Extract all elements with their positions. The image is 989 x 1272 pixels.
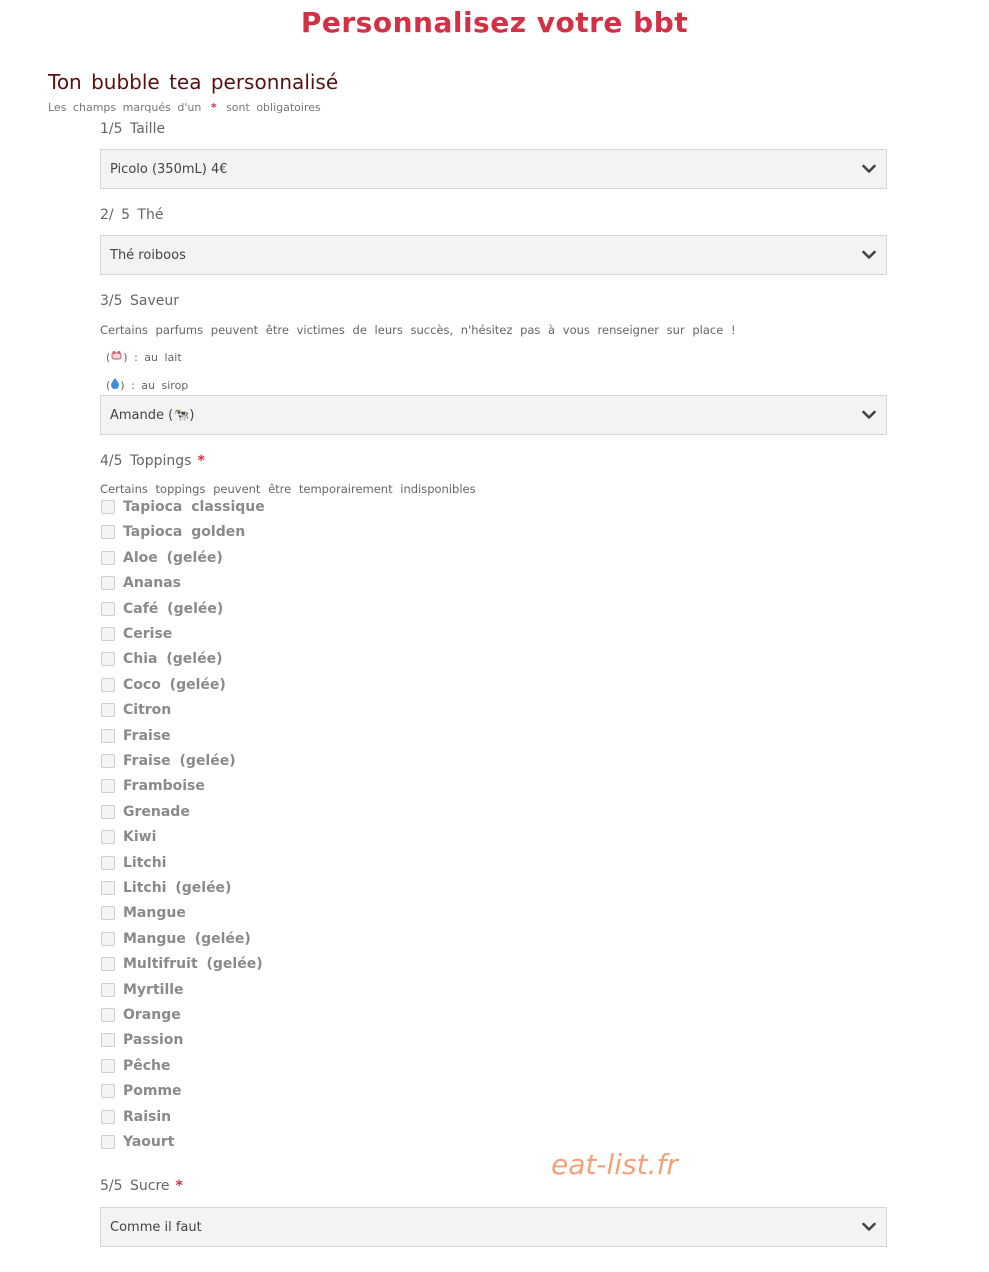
watermark: eat-list.fr (551, 1148, 678, 1181)
topping-checkbox[interactable] (101, 1084, 115, 1098)
topping-option[interactable] (101, 573, 181, 593)
topping-label: Multifruit (gelée) (123, 956, 263, 973)
topping-checkbox[interactable] (101, 500, 115, 514)
chevron-down-icon (862, 248, 876, 262)
topping-option[interactable] (101, 776, 205, 796)
topping-label: Aloe (gelée) (123, 549, 223, 566)
topping-label: Chia (gelée) (123, 651, 223, 668)
topping-option[interactable] (101, 1056, 171, 1076)
topping-option[interactable] (101, 522, 245, 542)
topping-checkbox[interactable] (101, 932, 115, 946)
required-note-after: sont obligatoires (226, 101, 321, 114)
sugar-label-text: 5/5 Sucre (100, 1178, 170, 1194)
topping-option[interactable] (101, 751, 236, 771)
topping-label: Fraise (gelée) (123, 753, 236, 769)
size-select-value: Picolo (350mL) 4€ (110, 161, 228, 177)
flavor-select[interactable] (100, 395, 887, 435)
topping-option[interactable] (101, 599, 223, 619)
topping-checkbox[interactable] (101, 856, 115, 870)
topping-checkbox[interactable] (101, 1059, 115, 1073)
topping-option[interactable] (101, 827, 156, 847)
topping-checkbox[interactable] (101, 1008, 115, 1022)
topping-label: Mangue (123, 905, 186, 922)
topping-checkbox[interactable] (101, 551, 115, 565)
required-note-before: Les champs marqués d'un (48, 101, 202, 114)
topping-label: Myrtille (123, 981, 184, 998)
topping-checkbox[interactable] (101, 1135, 115, 1149)
topping-label: Framboise (123, 778, 205, 795)
topping-option[interactable] (101, 980, 184, 1000)
topping-label: Coco (gelée) (123, 676, 226, 693)
size-label: 1/5 Taille (100, 121, 166, 137)
cow-icon (110, 351, 123, 364)
topping-option[interactable] (101, 548, 223, 568)
form-title: Ton bubble tea personnalisé (48, 70, 339, 94)
topping-label: Yaourt (123, 1134, 175, 1150)
tea-select-value: Thé roiboos (110, 247, 186, 263)
topping-label: Tapioca classique (123, 499, 265, 515)
topping-checkbox[interactable] (101, 983, 115, 997)
required-note (48, 101, 321, 114)
topping-checkbox[interactable] (101, 652, 115, 666)
topping-label: Pêche (123, 1057, 171, 1074)
topping-label: Kiwi (123, 829, 157, 846)
legend-syrup-text: : au sirop (131, 379, 189, 392)
topping-label: Citron (123, 702, 172, 719)
topping-label: Raisin (123, 1108, 172, 1125)
topping-option[interactable] (101, 649, 222, 669)
topping-checkbox[interactable] (101, 678, 115, 692)
topping-label: Litchi (gelée) (123, 880, 232, 896)
topping-label: Orange (123, 1007, 181, 1023)
topping-label: Litchi (123, 854, 167, 871)
topping-checkbox[interactable] (101, 729, 115, 743)
topping-checkbox[interactable] (101, 881, 115, 895)
topping-checkbox[interactable] (101, 576, 115, 590)
tea-label: 2/ 5 Thé (100, 207, 164, 223)
legend-milk: ( ) : au lait (106, 351, 182, 364)
legend-syrup: ( ) : au sirop (106, 379, 189, 392)
topping-option[interactable] (101, 1107, 171, 1127)
topping-option[interactable] (101, 726, 171, 746)
topping-label: Ananas (123, 575, 181, 592)
topping-option[interactable] (101, 929, 251, 949)
flavor-label: 3/5 Saveur (100, 293, 179, 309)
tea-select[interactable] (100, 235, 887, 275)
topping-checkbox[interactable] (101, 703, 115, 717)
size-select[interactable] (100, 149, 887, 189)
topping-label: Fraise (123, 727, 171, 744)
toppings-label-text: 4/5 Toppings (100, 453, 192, 469)
topping-checkbox[interactable] (101, 957, 115, 971)
topping-option[interactable] (101, 903, 186, 923)
topping-option[interactable] (101, 802, 190, 822)
sugar-label (100, 1178, 186, 1194)
sugar-select-value: Comme il faut (110, 1219, 202, 1235)
topping-option[interactable] (101, 1132, 174, 1152)
topping-option[interactable] (101, 675, 226, 695)
droplet-icon (110, 379, 120, 392)
topping-option[interactable] (101, 1081, 182, 1101)
topping-checkbox[interactable] (101, 906, 115, 920)
flavor-note: Certains parfums peuvent être victimes de leurs succès, n'hésitez pas à vous renseigner sur place ! (100, 323, 736, 337)
topping-checkbox[interactable] (101, 754, 115, 768)
page-title: Personnalisez votre bbt (300, 6, 689, 39)
required-star: * (210, 101, 217, 114)
topping-checkbox[interactable] (101, 1110, 115, 1124)
toppings-note: Certains toppings peuvent être temporairement indisponibles (100, 482, 476, 496)
required-star: * (197, 453, 205, 469)
chevron-down-icon (862, 1220, 876, 1234)
topping-checkbox[interactable] (101, 525, 115, 539)
toppings-label (100, 453, 208, 469)
topping-label: Mangue (gelée) (123, 930, 251, 947)
topping-option[interactable] (101, 700, 171, 720)
topping-checkbox[interactable] (101, 627, 115, 641)
topping-checkbox[interactable] (101, 779, 115, 793)
topping-label: Tapioca golden (123, 524, 246, 541)
topping-option[interactable] (101, 1005, 181, 1025)
topping-option[interactable] (101, 878, 231, 898)
legend-milk-text: : au lait (134, 351, 182, 364)
flavor-select-value: Amande (🐄) (110, 407, 195, 423)
topping-option[interactable] (101, 1030, 183, 1050)
topping-checkbox[interactable] (101, 830, 115, 844)
topping-checkbox[interactable] (101, 805, 115, 819)
topping-label: Pomme (123, 1083, 182, 1100)
sugar-select[interactable] (100, 1207, 887, 1247)
topping-label: Cerise (123, 626, 173, 642)
topping-option[interactable] (101, 497, 265, 517)
topping-option[interactable] (101, 624, 172, 644)
topping-checkbox[interactable] (101, 1033, 115, 1047)
chevron-down-icon (862, 408, 876, 422)
topping-label: Grenade (123, 803, 190, 820)
topping-option[interactable] (101, 954, 263, 974)
chevron-down-icon (862, 162, 876, 176)
topping-checkbox[interactable] (101, 602, 115, 616)
topping-label: Passion (123, 1032, 184, 1049)
topping-label: Café (gelée) (123, 600, 224, 617)
topping-option[interactable] (101, 853, 166, 873)
required-star: * (175, 1178, 183, 1194)
